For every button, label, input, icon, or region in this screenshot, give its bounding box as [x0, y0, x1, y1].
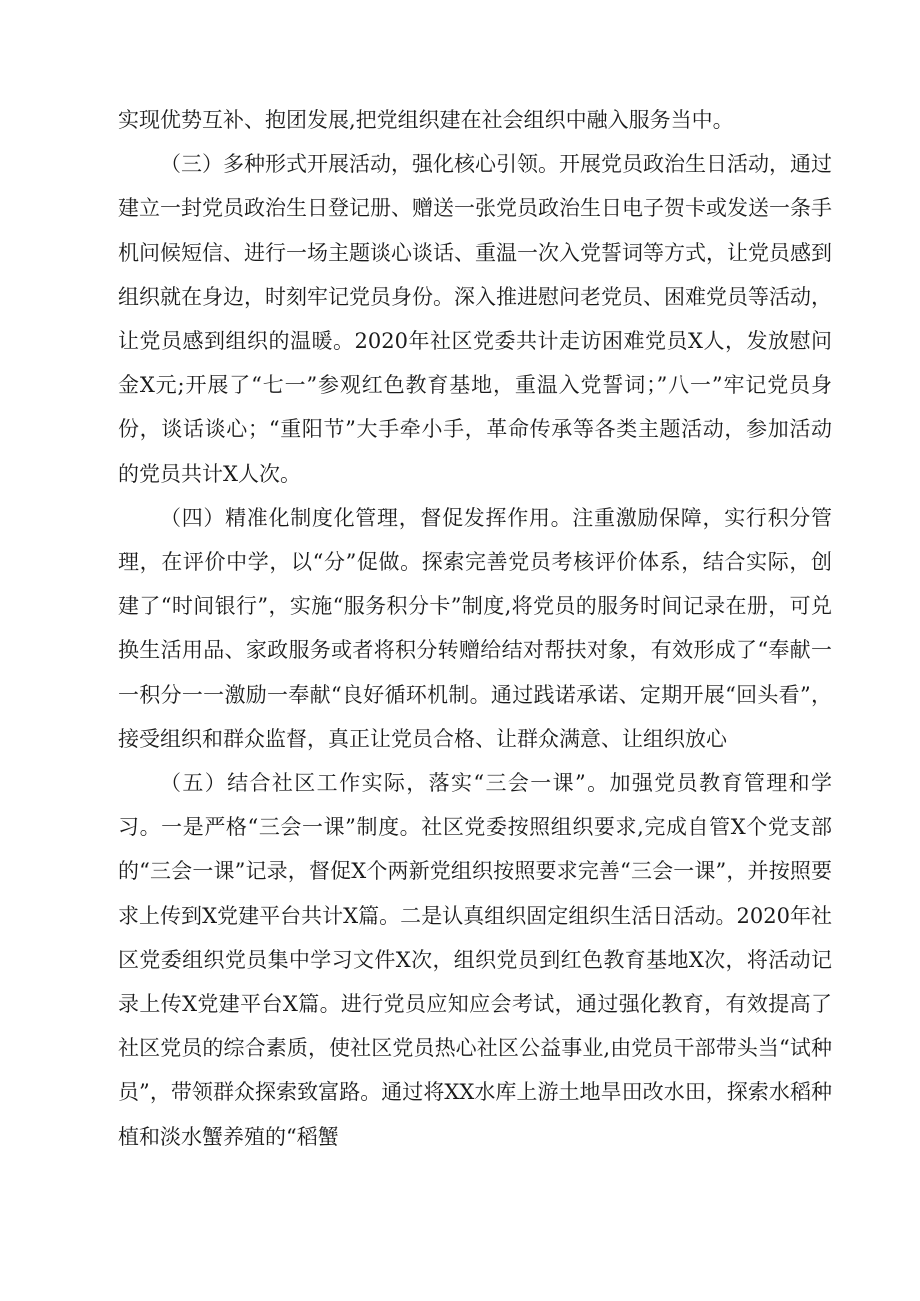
paragraph-section-3: （三）多种形式开展活动，强化核心引领。开展党员政治生日活动，通过建立一封党员政治生日登记册、赠送一张党员政治生日电子贺卡或发送一条手机问候短信、进行一场主题谈心谈话、重温一次入党誓词等方式，让党员感到组织就在身边，时刻牢记党员身份。深入推进慰问老党员、困难党员等活动，让党员感到组织的温暖。2020年社区党委共计走访困难党员X人，发放慰问金X元;开展了“七一”参观红色教育基地，重温入党誓词；”八一”牢记党员身份，谈话谈心；“重阳节”大手牵小手，革命传承等各类主题活动，参加活动的党员共计X人次。 [118, 152, 832, 486]
paragraph-section-4: （四）精准化制度化管理，督促发挥作用。注重激励保障，实行积分管理，在评价中学，以“分”促做。探索完善党员考核评价体系，结合实际，创建了“时间银行”，实施“服务积分卡”制度,将党员的服务时间记录在册，可兑换生活用品、家政服务或者将积分转赠给结对帮扶对象，有效形成了“奉献一一积分一一激励一奉献“良好循环机制。通过践诺承诺、定期开展“回头看”，接受组织和群众监督，真正让党员合格、让群众满意、让组织放心 [118, 505, 832, 751]
paragraph-section-5: （五）结合社区工作实际，落实“三会一课”。加强党员教育管理和学习。一是严格“三会一课”制度。社区党委按照组织要求,完成自管X个党支部的“三会一课”记录，督促X个两新党组织按照要求完善“三会一课”，并按照要求上传到X党建平台共计X篇。二是认真组织固定组织生活日活动。2020年社区党委组织党员集中学习文件X次，组织党员到红色教育基地X次，将活动记录上传X党建平台X篇。进行党员应知应会考试，通过强化教育，有效提高了社区党员的综合素质，使社区党员热心社区公益事业,由党员干部带头当“试种员”，带领群众探索致富路。通过将XX水库上游土地旱田改水田，探索水稻种植和淡水蟹养殖的“稻蟹 [118, 771, 832, 1149]
document-body [118, 98, 832, 1159]
paragraph-continuation: 实现优势互补、抱团发展,把党组织建在社会组织中融入服务当中。 [118, 108, 734, 132]
